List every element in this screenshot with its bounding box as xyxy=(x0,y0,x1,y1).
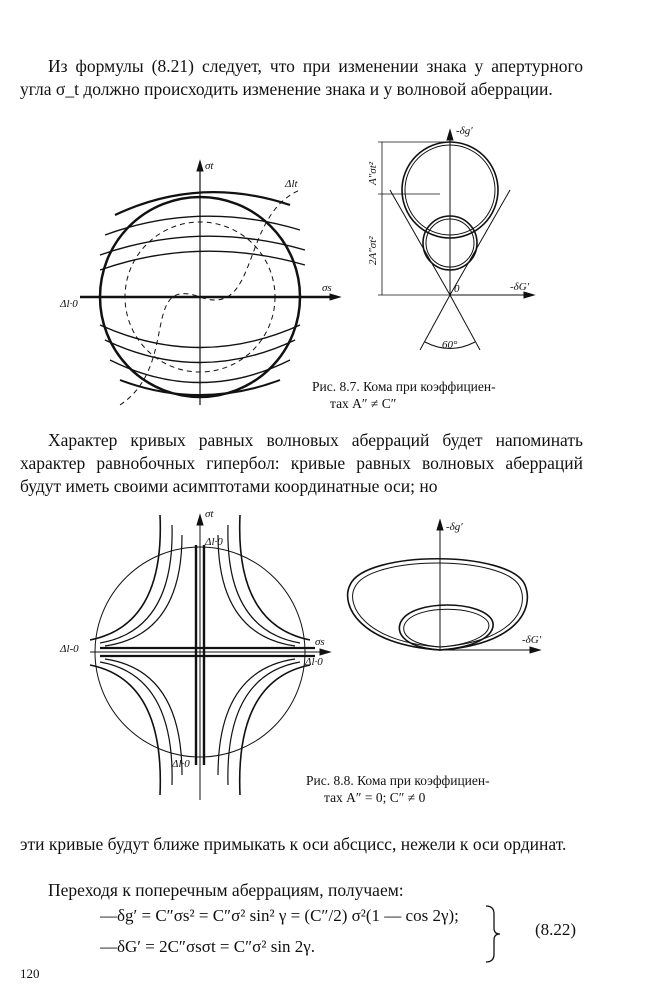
paragraph-3b xyxy=(20,879,583,902)
fig87-caption xyxy=(312,378,496,412)
fig87-lower-dim-label: 2A″σt² xyxy=(367,236,379,265)
fig87-dG-label: -δG′ xyxy=(510,281,530,293)
fig87-right-diagram xyxy=(360,120,550,365)
paragraph-3a-text: эти кривые будут ближе примыкать к оси абсцисс, нежели к оси ординат. xyxy=(20,834,567,854)
fig87-caption-line1: Рис. 8.7. Кома при коэффициен- xyxy=(312,379,496,394)
paragraph-3b-text: Переходя к поперечным аберрациям, получаем: xyxy=(48,880,404,900)
fig87-caption-line2: тах A″ ≠ C″ xyxy=(330,396,397,411)
paragraph-2-text: Характер кривых равных волновых аберраций будет напоминать характер равнобочных гипербол: кривые равных волновых аберраций будут иметь своими асимптотами координатные оси; но xyxy=(20,430,583,496)
fig88-dG-label: -δG′ xyxy=(522,634,542,646)
fig88-dl-right-label: Δl·0 xyxy=(305,656,323,668)
page-number: 120 xyxy=(20,966,40,981)
fig88-dg-label: -δg′ xyxy=(446,521,463,533)
paragraph-1-text: Из формулы (8.21) следует, что при изменении знака у апертурного угла σ_t должно происходить изменение знака и у волновой аберрации. xyxy=(20,56,583,99)
fig88-dl-bottom-label: Δl·0 xyxy=(172,758,190,770)
fig87-angle-label: 60° xyxy=(442,339,458,351)
fig88-left-diagram xyxy=(60,505,345,805)
equation-line-2: —δG′ = 2C″σsσt = C″σ² sin 2γ. xyxy=(100,937,316,956)
equation-brace xyxy=(484,904,504,964)
fig87-dg-label: -δg′ xyxy=(456,125,473,137)
fig88-caption-line2: тах A″ = 0; C″ ≠ 0 xyxy=(324,790,426,805)
fig87-left-diagram xyxy=(60,155,350,415)
paragraph-3a xyxy=(20,833,583,856)
fig88-dl-top-label: Δl·0 xyxy=(205,536,223,548)
fig87-sigma-s-label: σs xyxy=(322,282,332,294)
fig88-caption-line1: Рис. 8.8. Кома при коэффициен- xyxy=(306,773,490,788)
fig87-delta-l0-label: Δl·0 xyxy=(60,298,78,310)
equation-number: (8.22) xyxy=(535,920,577,939)
paragraph-1 xyxy=(20,55,583,101)
fig88-right-diagram xyxy=(340,515,555,665)
fig87-origin-label: 0 xyxy=(454,283,460,295)
paragraph-2 xyxy=(20,429,583,498)
fig87-sigma-t-label: σt xyxy=(205,160,214,172)
fig88-sigma-s-label: σs xyxy=(315,636,325,648)
fig87-delta-l-label: Δlt xyxy=(285,178,298,190)
equation-line-1: —δg′ = C″σs² = C″σ² sin² γ = (C″/2) σ²(1 — cos 2γ); xyxy=(100,906,459,925)
fig87-upper-dim-label: A″σt² xyxy=(367,161,379,185)
fig88-dl-left-label: Δl-0 xyxy=(60,643,79,655)
fig88-sigma-t-label: σt xyxy=(205,508,214,520)
fig88-caption xyxy=(306,772,490,806)
